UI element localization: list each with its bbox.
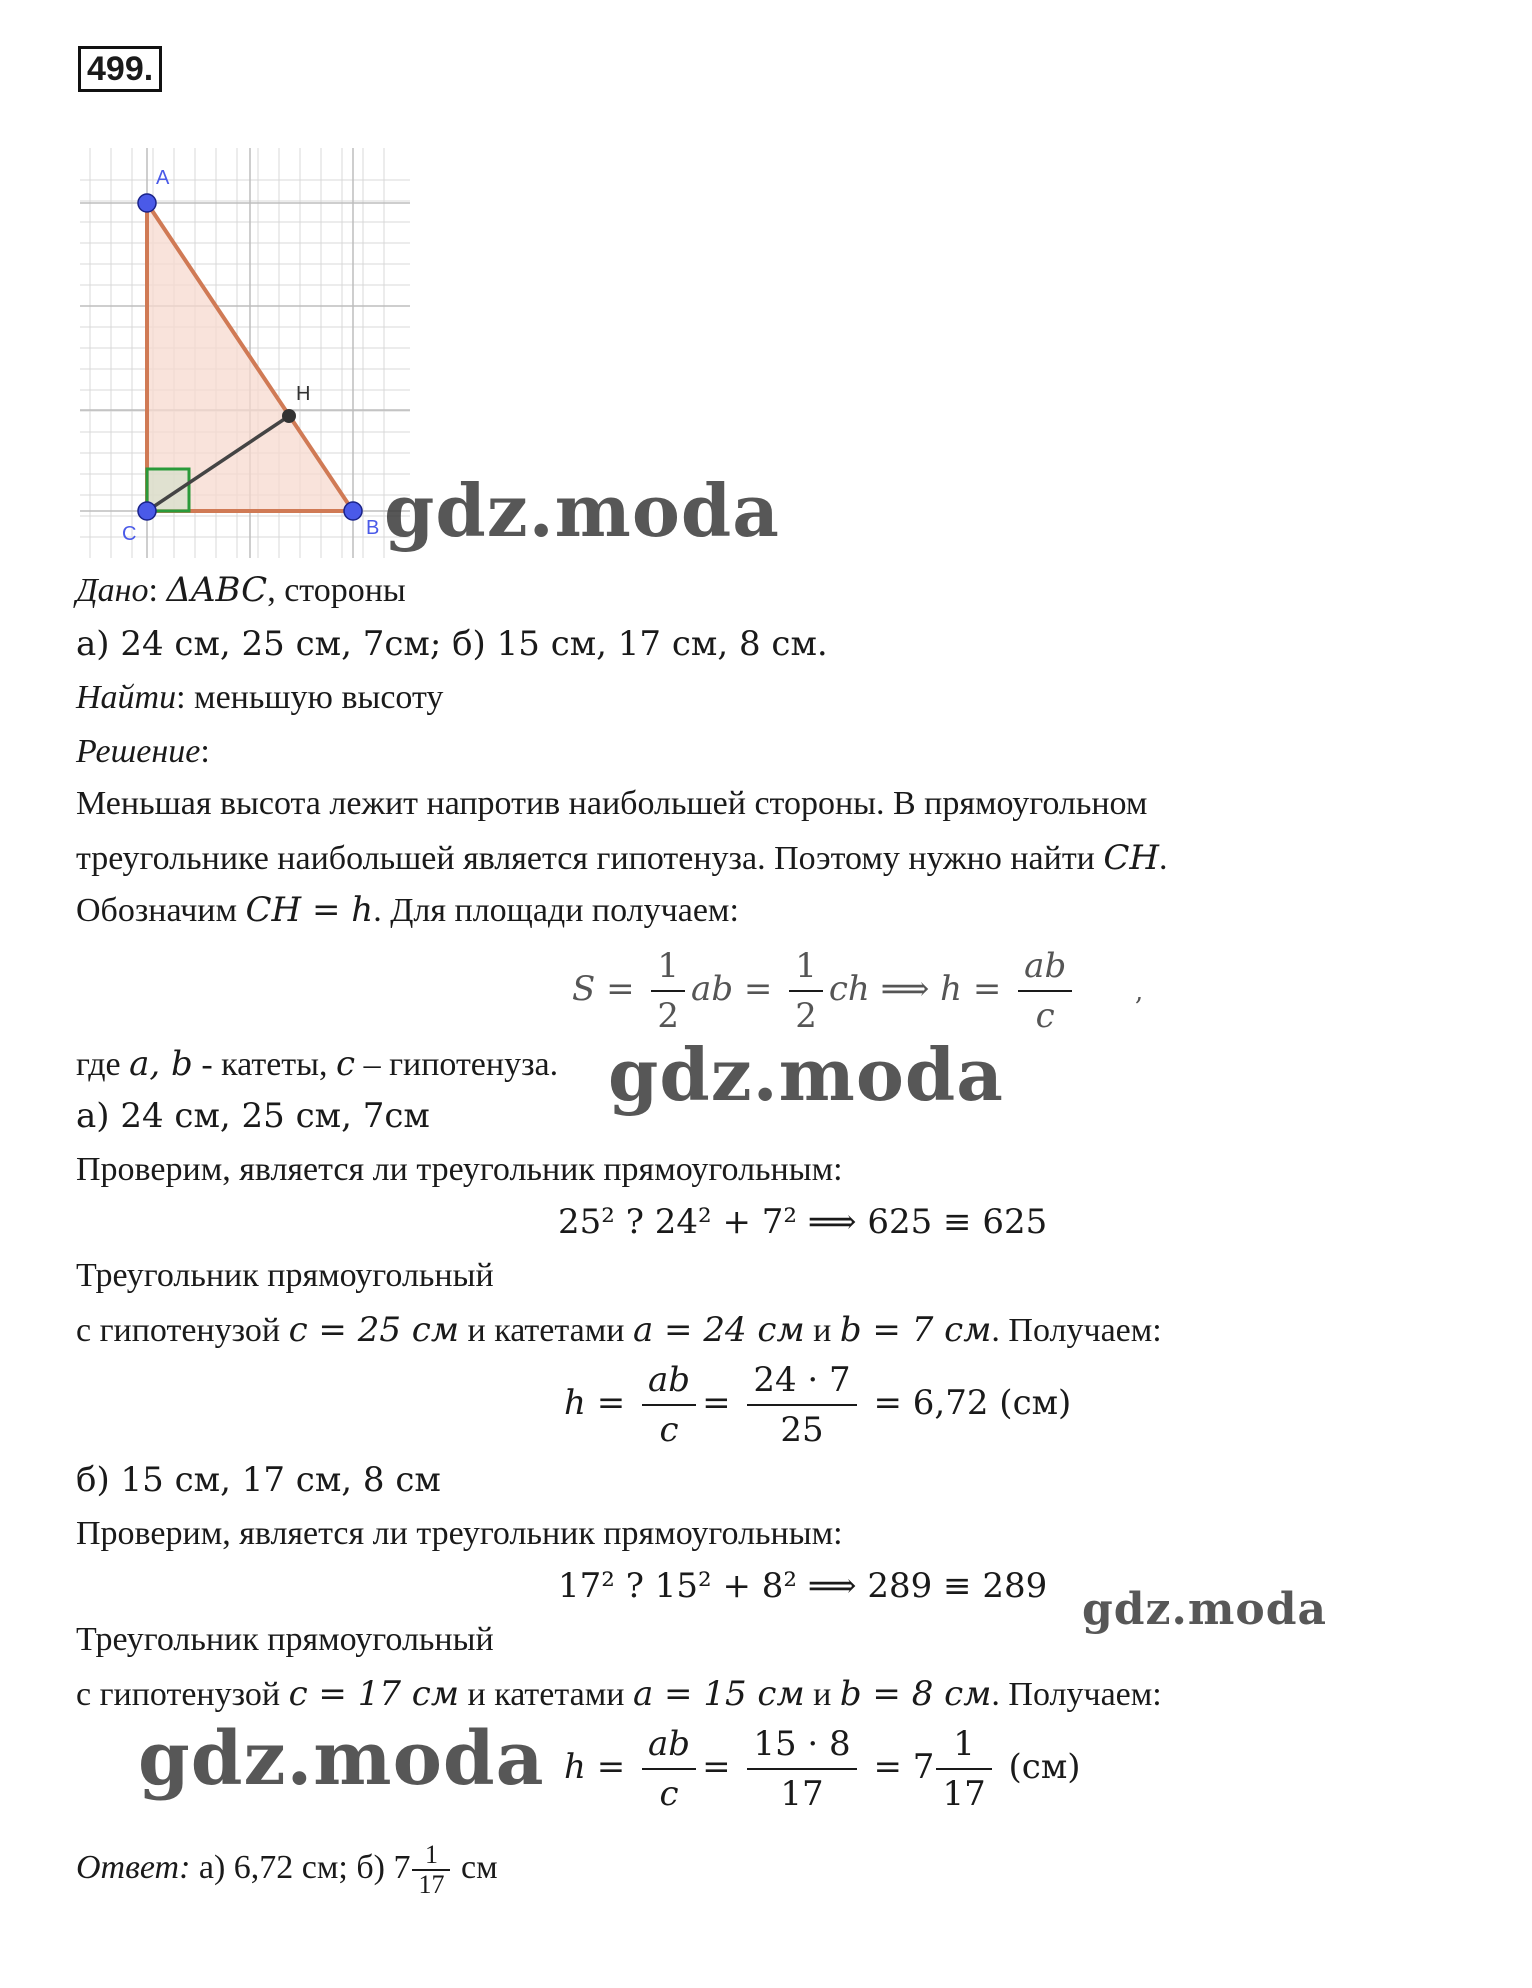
answer-frac-den: 17: [418, 1870, 445, 1900]
a-leg-b: b = 7 см: [839, 1310, 992, 1350]
point-c: [138, 502, 156, 520]
b-leg-a: a = 15 см: [632, 1674, 805, 1714]
part-a-h-formula: h = $\frac{ab}{c}$ = $\frac{24 \cdot 7}{25}$ = 6,72 (см): [564, 1356, 1071, 1454]
area-ch: ch ⟹ h =: [828, 969, 1002, 1009]
half-den: 2: [657, 996, 680, 1036]
b-mixed-den: 17: [942, 1774, 986, 1814]
b-hyp: c = 17 см: [288, 1674, 460, 1714]
a-result: = 6,72 (см): [873, 1383, 1072, 1423]
a-ab-num: ab: [642, 1356, 696, 1406]
area-eq: =: [743, 969, 773, 1009]
where-end: – гипотенуза.: [355, 1046, 559, 1083]
area-s: S =: [572, 969, 635, 1009]
answer-text: а) 6,72 см; б) 7: [190, 1849, 411, 1886]
paragraph-3-text: Обозначим: [76, 892, 238, 929]
legs-word: и катетами: [459, 1312, 633, 1349]
point-b: [344, 502, 362, 520]
b-value-den: 17: [780, 1774, 824, 1814]
b-ab-num: ab: [642, 1720, 696, 1770]
half-den-2: 2: [795, 996, 817, 1036]
label-c: C: [122, 523, 137, 545]
b-mixed-num: 1: [936, 1720, 991, 1770]
b-legs-word: и катетами: [459, 1676, 633, 1713]
part-a-check-formula: 25² ? 24² + 7² ⟹ 625 ≡ 625: [558, 1202, 1048, 1242]
b-whole: = 7: [873, 1747, 935, 1787]
part-b-right-triangle: Треугольник прямоугольный: [76, 1621, 494, 1658]
b-get-word: . Получаем:: [991, 1676, 1162, 1713]
a-ab-den: c: [659, 1410, 679, 1450]
a-value-num: 24 · 7: [747, 1356, 856, 1406]
a-value-fraction: [747, 1356, 856, 1454]
get-word: . Получаем:: [991, 1312, 1162, 1349]
label-h: H: [296, 383, 311, 405]
area-ab: ab: [691, 969, 734, 1009]
area-comma: ,: [1135, 977, 1144, 1007]
ch-symbol: CH: [1103, 838, 1160, 878]
part-b-check-formula: 17² ? 15² + 8² ⟹ 289 ≡ 289: [558, 1566, 1048, 1606]
where-c: c: [336, 1044, 356, 1084]
part-b-legs: [76, 1674, 1162, 1715]
b-leg-b: b = 8 см: [839, 1674, 992, 1714]
b-h: h =: [564, 1747, 626, 1787]
part-a-legs: [76, 1310, 1162, 1351]
part-b-h-formula: h = $\frac{ab}{c}$ = $\frac{15 \cdot 8}{17}$ = 7 $\frac{1}{17}$ (см): [564, 1720, 1081, 1818]
given-rest: , стороны: [267, 572, 406, 609]
answer-fraction: [412, 1841, 450, 1899]
and-word: и: [804, 1312, 840, 1349]
answer-label: Ответ:: [76, 1849, 191, 1886]
given-triangle: ΔABC: [166, 570, 268, 610]
where-ab: a, b: [129, 1044, 193, 1084]
point-h: [282, 409, 296, 423]
paragraph-2: треугольнике наибольшей является гипотенуза. Поэтому нужно найти CH.: [76, 838, 1168, 878]
b-and-word: и: [804, 1676, 840, 1713]
answer-line: [76, 1836, 498, 1900]
watermark-4: gdz.moda: [138, 1716, 545, 1802]
answer-frac-num: 1: [412, 1841, 450, 1871]
b-value-fraction: [747, 1720, 856, 1818]
find-line: [76, 678, 443, 718]
paragraph-3: [76, 890, 739, 931]
a-h: h =: [564, 1383, 626, 1423]
watermark-2: gdz.moda: [608, 1032, 1004, 1117]
b-hyp-word: с гипотенузой: [76, 1676, 281, 1713]
b-mixed-fraction: [936, 1720, 991, 1818]
find-text: : меньшую высоту: [176, 679, 444, 716]
point-a: [138, 194, 156, 212]
part-b-check-text: Проверим, является ли треугольник прямоугольным:: [76, 1515, 843, 1552]
a-value-den: 25: [780, 1410, 824, 1450]
problem-number: 499.: [78, 46, 162, 92]
label-b: B: [366, 517, 380, 539]
paragraph-3-end: . Для площади получаем:: [373, 892, 739, 929]
b-ab-fraction: [642, 1720, 696, 1818]
part-a-heading: а) 24 см, 25 см, 7см: [76, 1096, 430, 1136]
solution-label: Решение: [76, 733, 201, 770]
b-unit: (см): [1008, 1747, 1081, 1787]
b-value-num: 15 · 8: [747, 1720, 856, 1770]
label-a: A: [156, 167, 170, 189]
part-a-right-triangle: Треугольник прямоугольный: [76, 1257, 494, 1294]
where-line: [76, 1044, 558, 1085]
hyp-word: с гипотенузой: [76, 1312, 281, 1349]
answer-unit: см: [452, 1849, 498, 1886]
b-ab-den: c: [659, 1774, 679, 1814]
h-num: ab: [1018, 942, 1072, 992]
paragraph-1: Меньшая высота лежит напротив наибольшей стороны. В прямоугольном: [76, 785, 1148, 822]
given-variants: а) 24 см, 25 см, 7см; б) 15 см, 17 см, 8 см.: [76, 624, 828, 664]
given-label: Дано: [76, 572, 149, 609]
h-den: c: [1035, 996, 1055, 1036]
h-fraction: [1018, 942, 1072, 1040]
watermark-3: gdz.moda: [1082, 1584, 1328, 1635]
paragraph-2-text: треугольнике наибольшей является гипотенуза. Поэтому нужно найти: [76, 840, 1095, 877]
half-fraction-2: [789, 942, 823, 1040]
a-ab-fraction: [642, 1356, 696, 1454]
a-hyp: c = 25 см: [288, 1310, 460, 1350]
half-num-2: 1: [789, 942, 823, 992]
given-line: Дано: ΔABC, стороны: [76, 570, 406, 610]
where-word: где: [76, 1046, 121, 1083]
half-fraction-1: [651, 942, 685, 1040]
triangle-figure: [80, 148, 420, 566]
part-a-check-text: Проверим, является ли треугольник прямоугольным:: [76, 1151, 843, 1188]
solution-line: Решение:: [76, 733, 210, 770]
find-label: Найти: [76, 679, 177, 716]
where-mid: - катеты,: [192, 1046, 337, 1083]
part-b-heading: б) 15 см, 17 см, 8 см: [76, 1460, 441, 1500]
a-leg-a: a = 24 см: [632, 1310, 805, 1350]
ch-eq-h: CH = h: [245, 890, 374, 930]
area-formula: [572, 942, 1143, 1040]
watermark-1: gdz.moda: [384, 468, 780, 553]
half-num: 1: [651, 942, 685, 992]
